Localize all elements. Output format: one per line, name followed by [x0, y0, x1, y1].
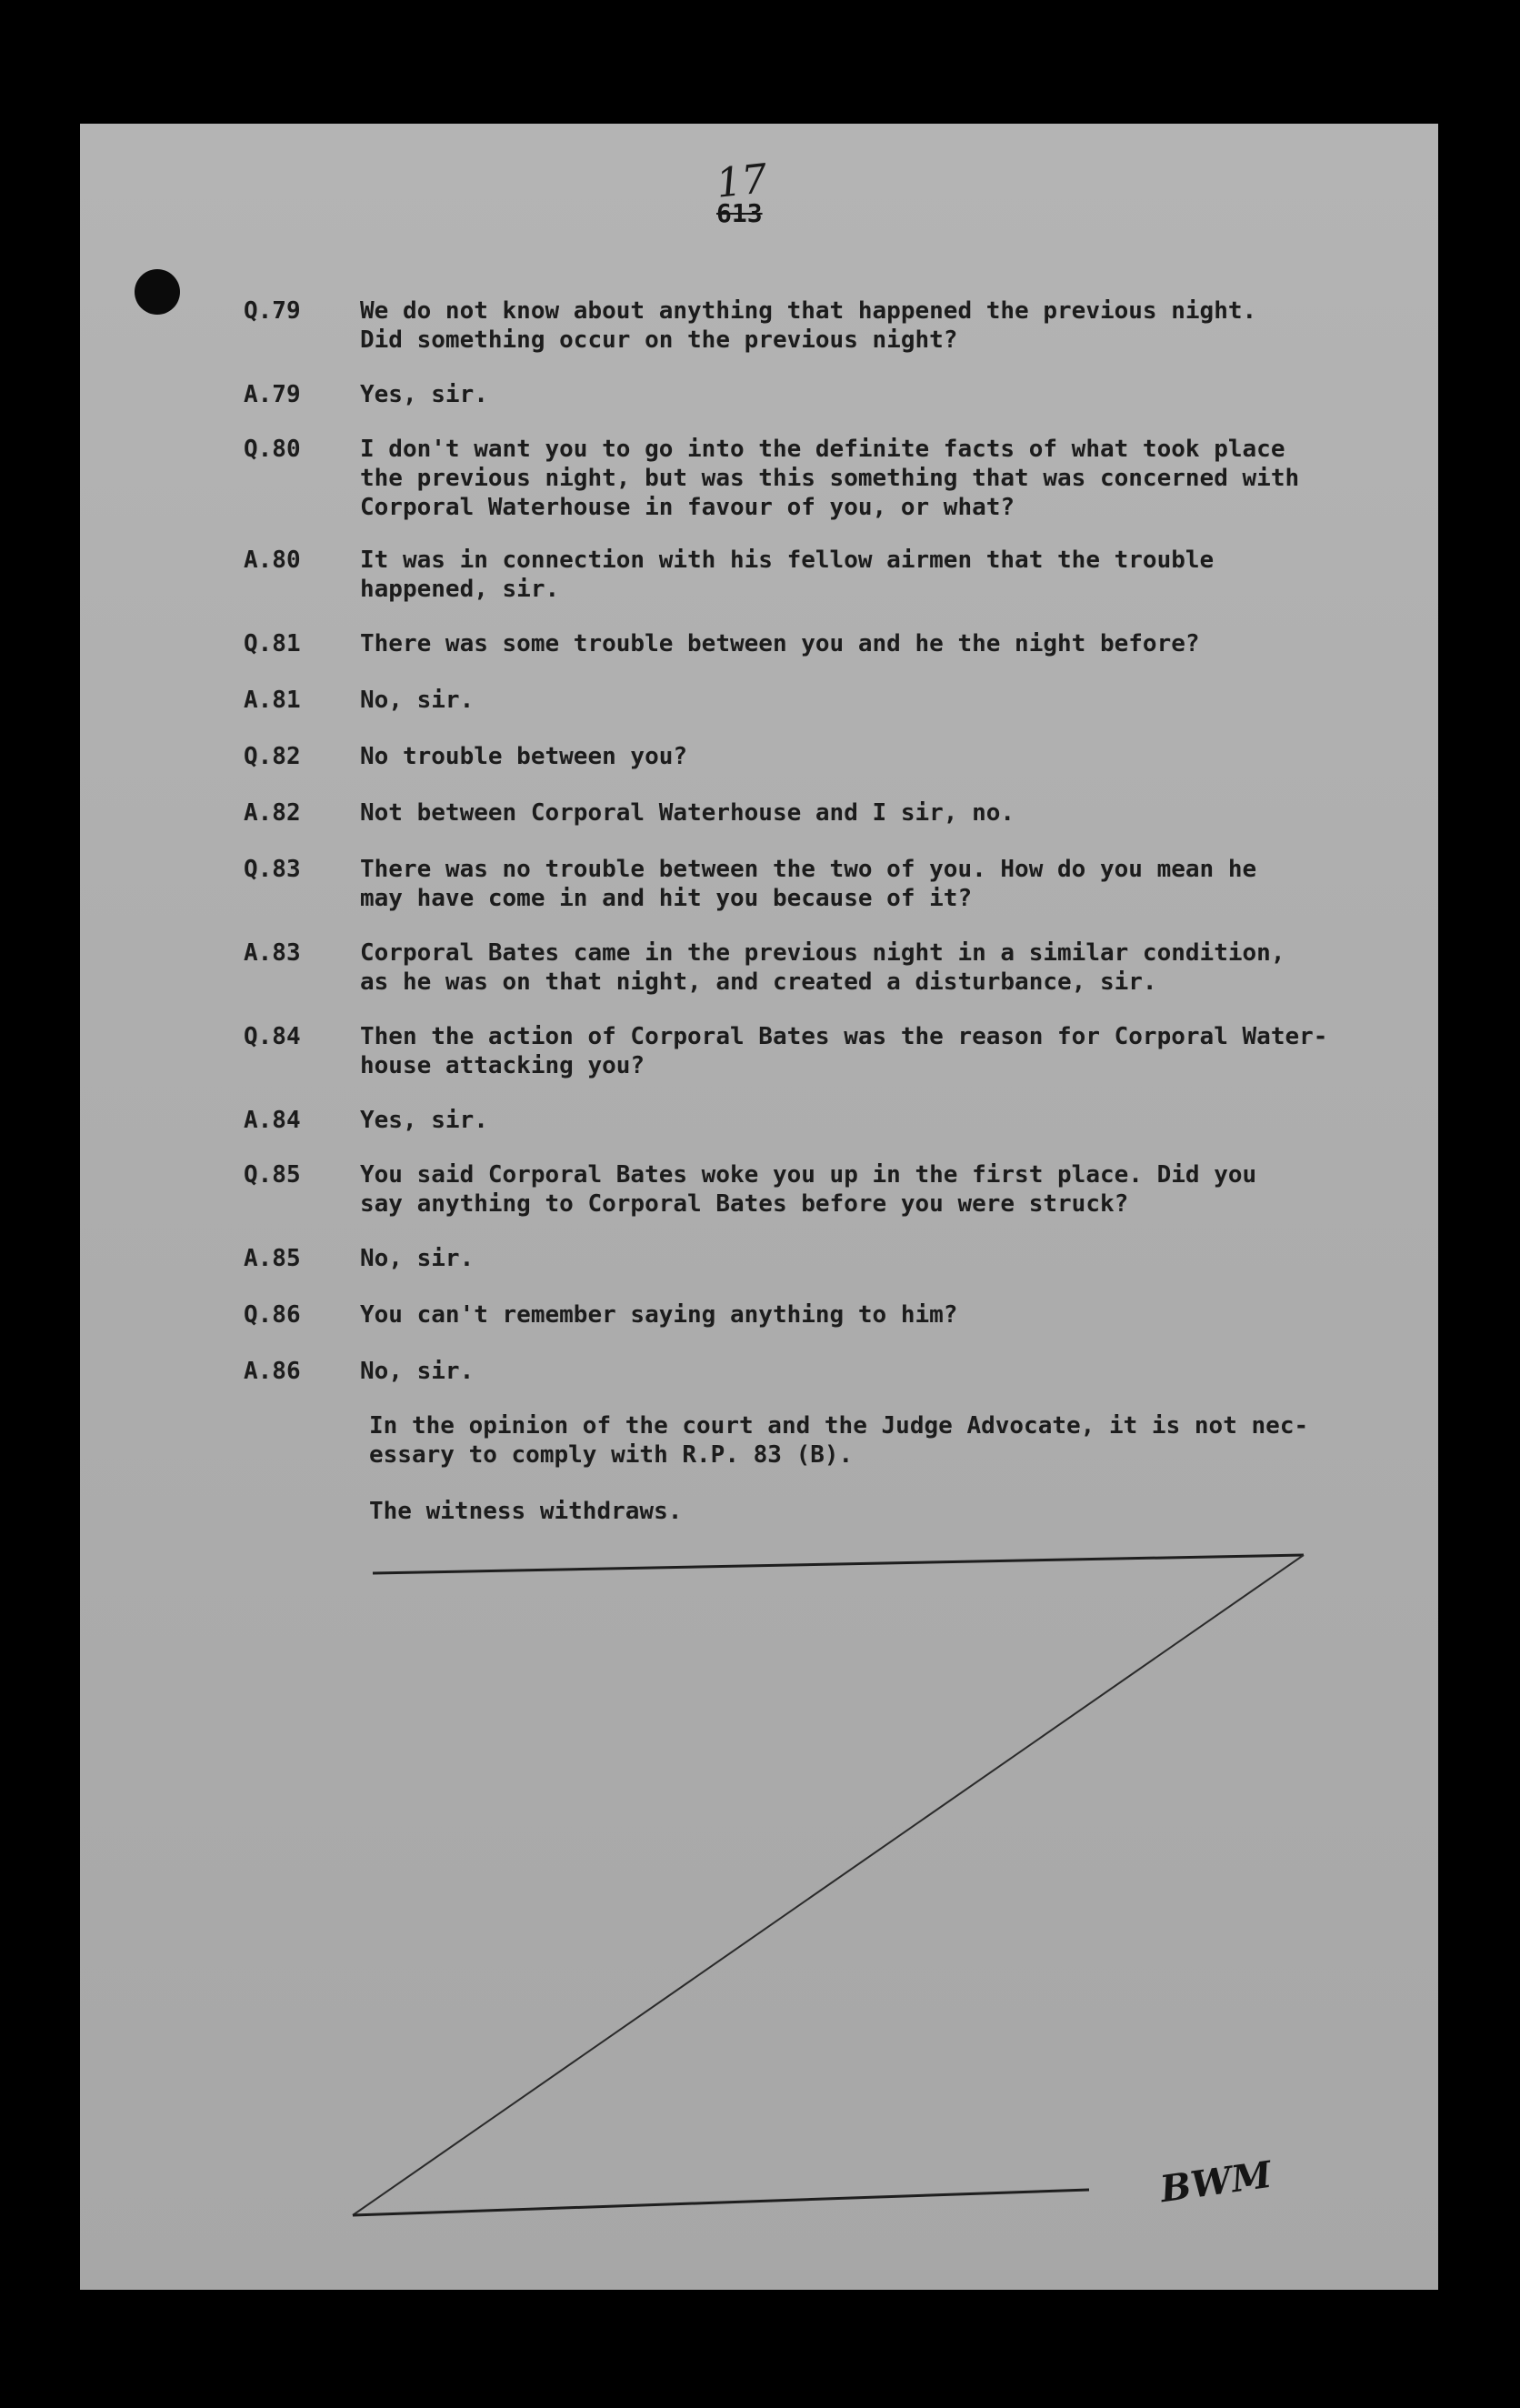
entry-label: Q.83	[244, 856, 301, 883]
entry-text: Yes, sir.	[360, 381, 488, 408]
entry-label: A.81	[244, 687, 301, 714]
document-page	[80, 124, 1438, 2290]
strike-bottom-line	[353, 2190, 1089, 2215]
entry-label: A.83	[244, 939, 301, 967]
entry-text: No, sir.	[360, 687, 475, 714]
entry-label: A.80	[244, 547, 301, 574]
entry-text: No, sir.	[360, 1358, 475, 1385]
entry-label: A.84	[244, 1107, 301, 1134]
entry-text: Yes, sir.	[360, 1107, 488, 1134]
entry-label: Q.85	[244, 1161, 301, 1189]
entry-label: Q.80	[244, 436, 301, 463]
z-strike-lines	[80, 124, 1438, 2290]
entry-text: You said Corporal Bates woke you up in the first place. Did you say anything to Corporal Bates before you were struck?	[360, 1161, 1257, 1218]
entry-label: Q.82	[244, 743, 301, 770]
entry-label: Q.79	[244, 297, 301, 325]
entry-text: No, sir.	[360, 1245, 475, 1272]
entry-text: Corporal Bates came in the previous night in a similar condition, as he was on that night, and created a disturbance, sir.	[360, 939, 1285, 996]
entry-label: Q.84	[244, 1023, 301, 1050]
entry-text: Then the action of Corporal Bates was the reason for Corporal Water- house attacking you?	[360, 1023, 1328, 1079]
entry-text: No trouble between you?	[360, 743, 688, 770]
entry-text: It was in connection with his fellow airmen that the trouble happened, sir.	[360, 547, 1215, 603]
entry-text: Not between Corporal Waterhouse and I sir, no.	[360, 799, 1015, 827]
entry-text: There was no trouble between the two of you. How do you mean he may have come in and hit you because of it?	[360, 856, 1257, 912]
witness-note: The witness withdraws.	[369, 1498, 683, 1525]
entry-text: We do not know about anything that happened the previous night. Did something occur on the previous night?	[360, 297, 1257, 354]
entry-text: I don't want you to go into the definite facts of what took place the previous night, but was this something that was concerned with Corporal Waterhouse in favour of you, or what?	[360, 436, 1300, 521]
entry-label: Q.81	[244, 630, 301, 657]
entry-label: A.85	[244, 1245, 301, 1272]
court-note: In the opinion of the court and the Judge Advocate, it is not nec- essary to comply with R.P. 83 (B).	[369, 1412, 1309, 1469]
entry-text: There was some trouble between you and he the night before?	[360, 630, 1200, 657]
entry-label: A.86	[244, 1358, 301, 1385]
handwritten-page-number: 17	[714, 156, 770, 207]
typed-page-number: 613	[716, 198, 763, 228]
entry-label: A.82	[244, 799, 301, 827]
entry-label: Q.86	[244, 1301, 301, 1329]
entry-text: You can't remember saying anything to him?	[360, 1301, 958, 1329]
strike-diagonal-line	[353, 1555, 1304, 2215]
strike-top-line	[373, 1555, 1304, 1573]
handwritten-initials: BWM	[1157, 2152, 1275, 2212]
entry-label: A.79	[244, 381, 301, 408]
